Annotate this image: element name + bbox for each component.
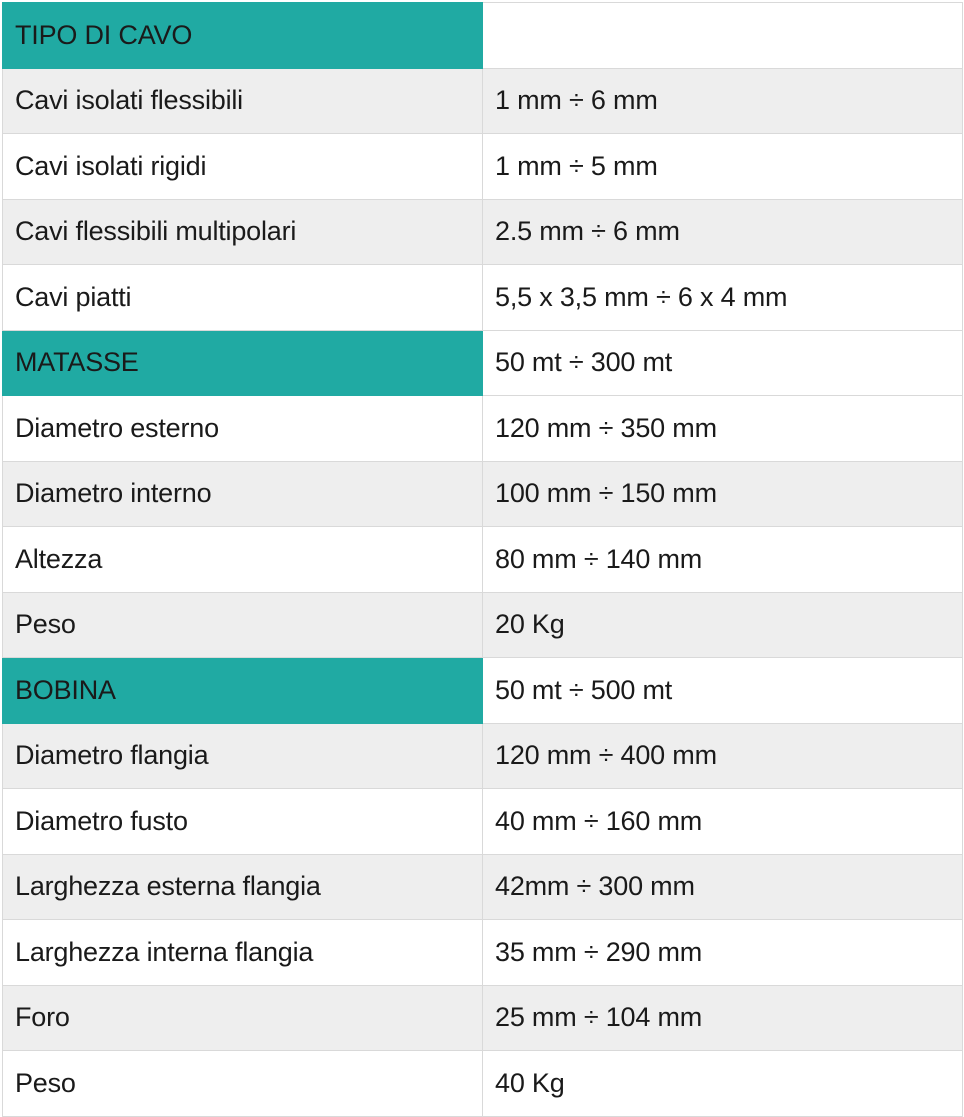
table-row [3, 461, 963, 527]
row-value: 20 Kg [483, 592, 963, 658]
section-header: BOBINA [3, 658, 483, 724]
row-label: Peso [3, 592, 483, 658]
row-value: 5,5 x 3,5 mm ÷ 6 x 4 mm [483, 265, 963, 331]
table-row [3, 920, 963, 986]
row-label: Diametro fusto [3, 789, 483, 855]
spec-table [2, 2, 963, 1117]
row-label: Cavi isolati rigidi [3, 134, 483, 200]
row-value: 1 mm ÷ 6 mm [483, 68, 963, 134]
row-label: Cavi flessibili multipolari [3, 199, 483, 265]
row-label: Altezza [3, 527, 483, 593]
section-header: TIPO DI CAVO [3, 3, 483, 69]
row-value: 40 mm ÷ 160 mm [483, 789, 963, 855]
row-value: 42mm ÷ 300 mm [483, 854, 963, 920]
table-row [3, 68, 963, 134]
row-label: Cavi piatti [3, 265, 483, 331]
row-value: 80 mm ÷ 140 mm [483, 527, 963, 593]
table-row [3, 985, 963, 1051]
section-row-bobina [3, 658, 963, 724]
table-row [3, 789, 963, 855]
row-label: Peso [3, 1051, 483, 1117]
row-label: Larghezza esterna flangia [3, 854, 483, 920]
section-header: MATASSE [3, 330, 483, 396]
row-value: 120 mm ÷ 350 mm [483, 396, 963, 462]
table-row [3, 723, 963, 789]
row-value: 100 mm ÷ 150 mm [483, 461, 963, 527]
row-value: 50 mt ÷ 300 mt [483, 330, 963, 396]
row-value: 25 mm ÷ 104 mm [483, 985, 963, 1051]
row-label: Diametro interno [3, 461, 483, 527]
row-value: 50 mt ÷ 500 mt [483, 658, 963, 724]
row-value: 2.5 mm ÷ 6 mm [483, 199, 963, 265]
row-label: Diametro esterno [3, 396, 483, 462]
row-label: Larghezza interna flangia [3, 920, 483, 986]
row-label: Diametro flangia [3, 723, 483, 789]
table-row [3, 1051, 963, 1117]
table-row [3, 265, 963, 331]
table-row [3, 527, 963, 593]
table-row [3, 592, 963, 658]
section-row-matasse [3, 330, 963, 396]
table-row [3, 396, 963, 462]
table-row [3, 199, 963, 265]
row-value: 120 mm ÷ 400 mm [483, 723, 963, 789]
row-value: 1 mm ÷ 5 mm [483, 134, 963, 200]
row-label: Cavi isolati flessibili [3, 68, 483, 134]
row-label: Foro [3, 985, 483, 1051]
section-row-tipo-di-cavo [3, 3, 963, 69]
row-value: 40 Kg [483, 1051, 963, 1117]
table-row [3, 134, 963, 200]
table-row [3, 854, 963, 920]
row-value: 35 mm ÷ 290 mm [483, 920, 963, 986]
row-value [483, 3, 963, 69]
